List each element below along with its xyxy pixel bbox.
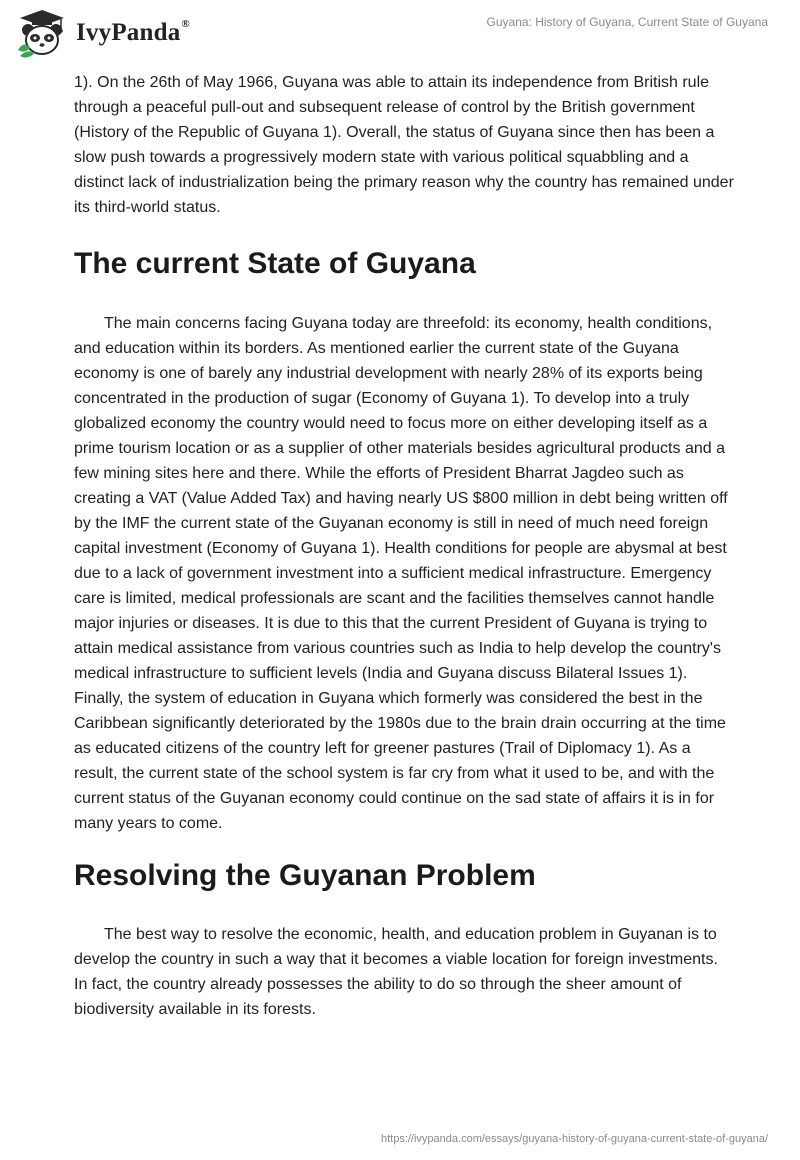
intro-paragraph: 1). On the 26th of May 1966, Guyana was able to attain its independence from British rule through a peaceful pull-out and subsequent release of control by the British government (History of the Republic of Guyana 1). Overall, the status of Guyana since then has been a slow push towards a progressively modern state with various political squabbling and a distinct lack of industrialization being the primary reason why the country has remained under its third-world status. (74, 74, 734, 216)
brand-name[interactable] (76, 19, 190, 47)
brand-text: IvyPanda (76, 19, 181, 46)
essay-content (74, 70, 734, 1022)
document-title: Guyana: History of Guyana, Current State of Guyana (486, 15, 768, 29)
heading-current-state: The current State of Guyana (74, 247, 476, 280)
source-url[interactable]: https://ivypanda.com/essays/guyana-history-of-guyana-current-state-of-guyana/ (380, 1133, 768, 1145)
page-header (0, 0, 800, 66)
panda-logo-icon[interactable] (14, 8, 70, 58)
resolving-paragraph: The best way to resolve the economic, health, and education problem in Guyanan is to develop the country in such a way that it becomes a viable location for foreign investments. In fact, the country already possesses the ability to do so through the sheer amount of biodiversity available in its forests. (74, 926, 718, 1018)
current-state-paragraph: The main concerns facing Guyana today are threefold: its economy, health conditions, and education within its borders. As mentioned earlier the current state of the Guyana economy is one of barely any industrial development with nearly 28% of its exports being concentrated in the production of sugar (Economy of Guyana 1). To develop into a truly globalized economy the country would need to focus more on either developing itself as a prime tourism location or as a supplier of other materials besides agricultural products and a few mining sites here and there. While the efforts of President Bharrat Jagdeo such as creating a VAT (Value Added Tax) and having nearly US $800 million in debt being written off by the IMF the current state of the Guyanan economy is still in need of much need foreign capital investment (Economy of Guyana 1). Health conditions for people are abysmal at best due to a lack of government investment into a sufficient medical infrastructure. Emergency care is limited, medical professionals are scant and the facilities themselves cannot handle major injuries or diseases. It is due to this that the current President of Guyana is trying to attain medical assistance from various countries such as India to help develop the country's medical infrastructure to sufficient levels (India and Guyana discuss Bilateral Issues 1). Finally, the system of education in Guyana which formerly was considered the best in the Caribbean significantly deteriorated by the 1980s due to the brain drain occurring at the time as educated citizens of the country left for greener pastures (Trail of Diplomacy 1). As a result, the current state of the school system is far cry from what it used to be, and with the current status of the Guyanan economy could continue on the sad state of affairs it is in for many years to come. (74, 315, 728, 832)
registered-mark: ® (181, 17, 190, 30)
heading-resolving-problem: Resolving the Guyanan Problem (74, 859, 536, 892)
